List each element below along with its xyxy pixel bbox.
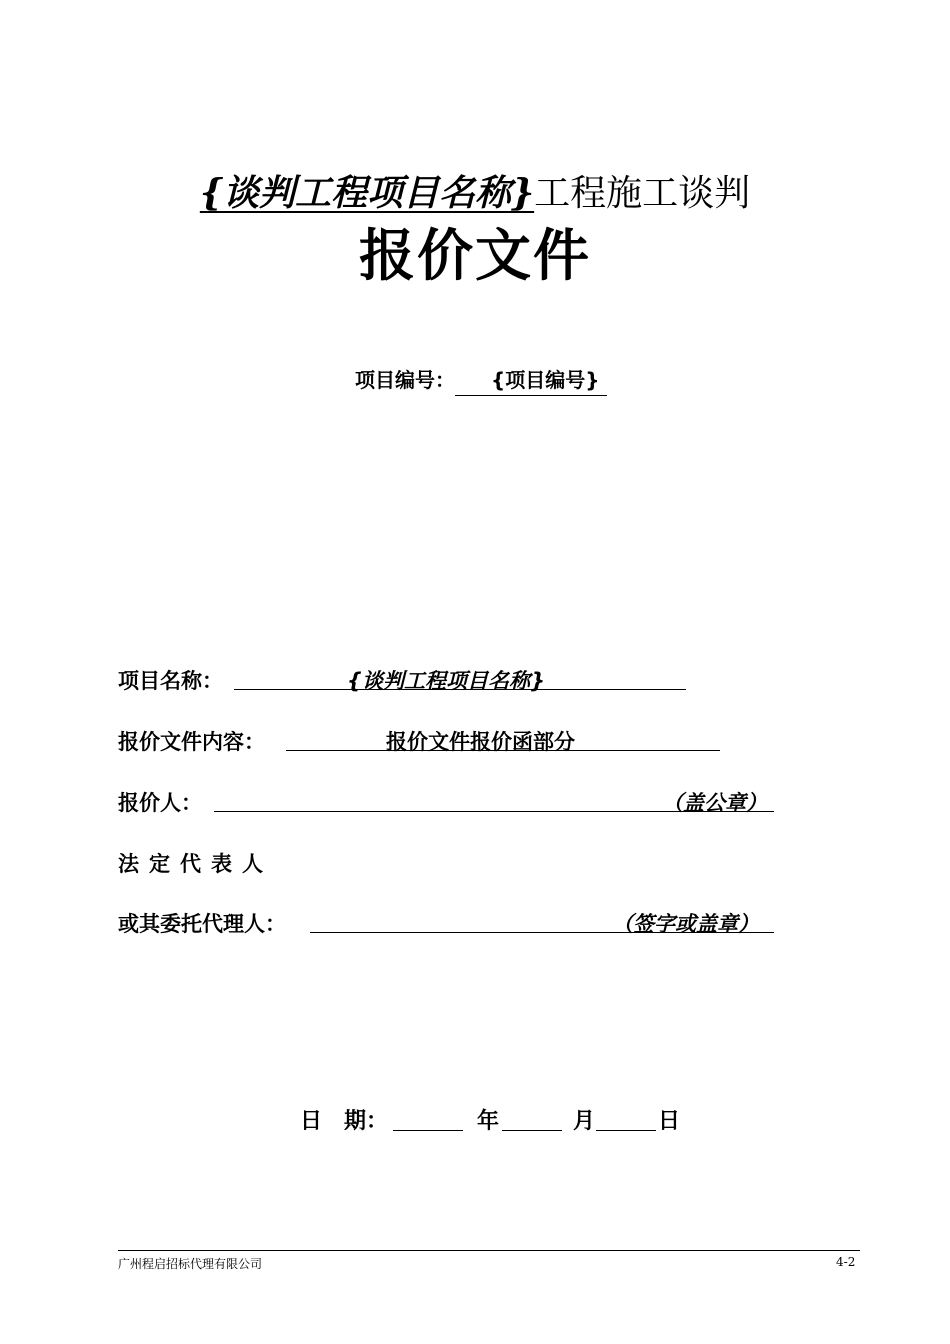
title-suffix: 工程施工谈判 — [534, 173, 751, 214]
project-number-value: {项目编号} — [455, 364, 607, 396]
agent-sign-note: （签字或盖章） — [612, 912, 759, 936]
document-title — [0, 165, 950, 216]
footer-company: 广州程启招标代理有限公司 — [118, 1257, 263, 1271]
agent-row — [118, 908, 286, 938]
bidder-label: 报价人： — [118, 791, 202, 815]
title-project-name-placeholder: {谈判工程项目名称} — [199, 172, 535, 214]
bidder-row — [118, 787, 202, 817]
date-day-field[interactable] — [596, 1108, 656, 1131]
project-name-value: {谈判工程项目名称} — [347, 669, 545, 693]
project-name-row — [118, 665, 223, 695]
content-row — [118, 726, 265, 756]
date-label: 日 期： — [300, 1109, 389, 1134]
agent-label: 或其委托代理人： — [118, 912, 286, 936]
footer-divider — [118, 1250, 860, 1251]
date-month-label: 月 — [573, 1109, 596, 1134]
date-day-label: 日 — [658, 1109, 681, 1134]
date-year-label: 年 — [477, 1109, 500, 1134]
project-name-label: 项目名称： — [118, 669, 223, 693]
date-month-field[interactable] — [502, 1108, 562, 1131]
content-label: 报价文件内容： — [118, 730, 265, 754]
legal-rep-row — [118, 848, 273, 878]
date-row — [300, 1104, 388, 1135]
date-year-field[interactable] — [393, 1108, 463, 1131]
document-main-title: 报价文件 — [359, 224, 591, 289]
project-number-label: 项目编号： — [355, 368, 455, 392]
content-value: 报价文件报价函部分 — [386, 730, 575, 754]
project-number-row — [355, 364, 607, 396]
legal-rep-label: 法定代表人 — [118, 852, 273, 876]
footer-page-number: 4-2 — [836, 1255, 856, 1269]
bidder-seal-note: （盖公章） — [662, 791, 767, 815]
